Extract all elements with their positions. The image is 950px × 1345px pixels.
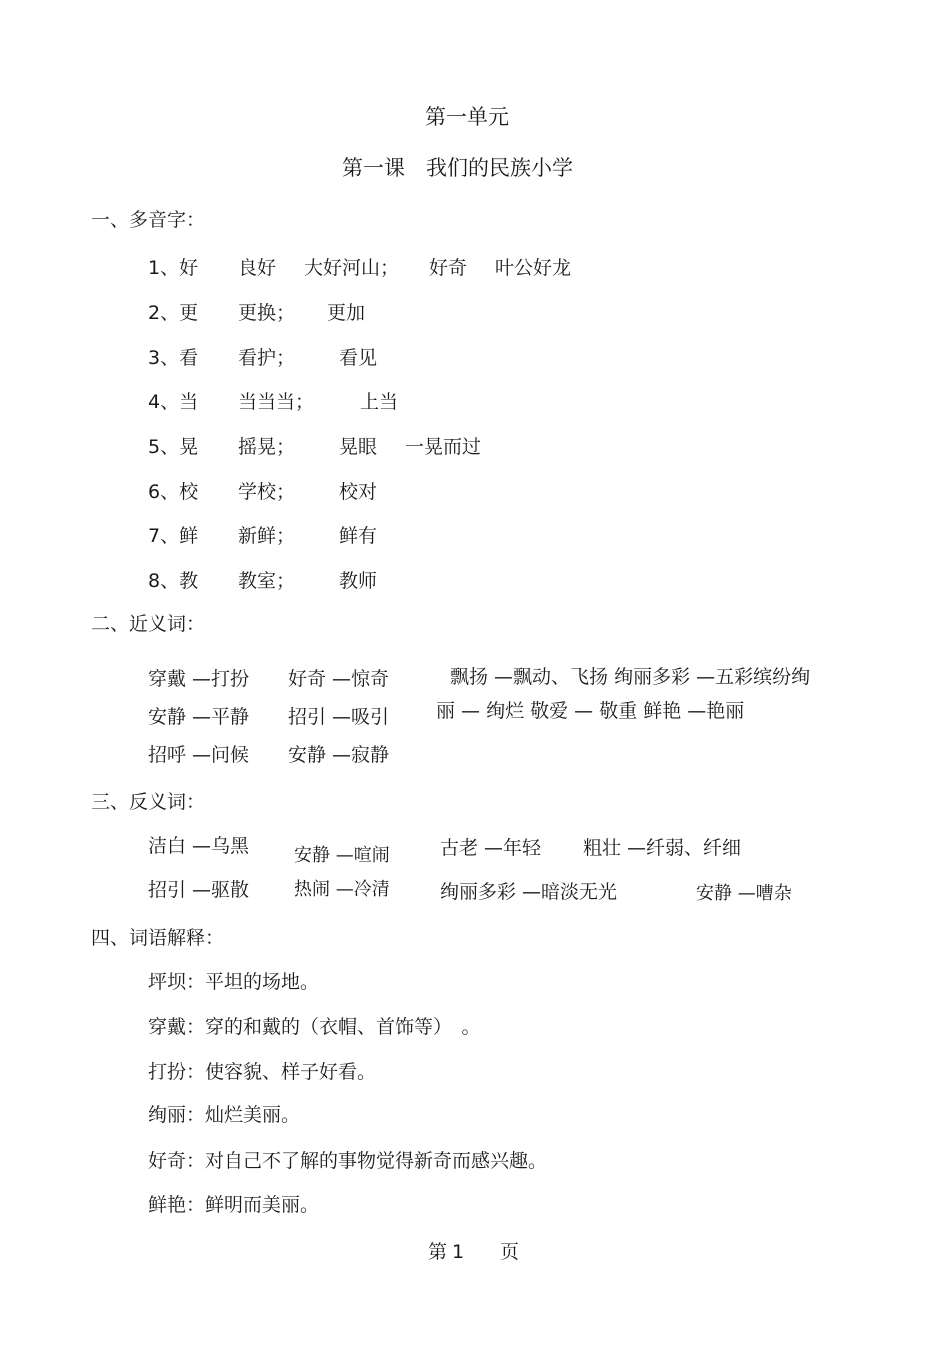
definition-item: 穿戴：穿的和戴的（衣帽、首饰等） 。 — [148, 1016, 481, 1038]
definitions-heading: 四、词语解释： — [91, 927, 225, 949]
polyphone-word: 更换； — [238, 302, 296, 324]
synonym-pair: 好奇 —惊奇 — [288, 668, 390, 690]
polyphone-word: 良好 — [238, 257, 277, 279]
polyphone-char: 1、好 — [148, 257, 199, 279]
polyphone-word: 当当当； — [238, 391, 315, 413]
polyphone-word: 看见 — [339, 347, 378, 369]
polyphone-char: 4、当 — [148, 391, 199, 413]
antonym-pair: 热闹 —冷清 — [294, 879, 390, 900]
synonym-pair: 招呼 —问候 — [148, 744, 250, 766]
definition-item: 鲜艳：鲜明而美丽。 — [148, 1194, 320, 1216]
polyphone-char: 3、看 — [148, 347, 199, 369]
polyphone-word: 上当 — [360, 391, 399, 413]
definition-item: 好奇：对自己不了解的事物觉得新奇而感兴趣。 — [148, 1150, 548, 1172]
page-number-value: 1 — [452, 1241, 465, 1263]
polyphone-word: 叶公好龙 — [495, 257, 572, 279]
synonym-paragraph-line: 飘扬 —飘动、飞扬 绚丽多彩 —五彩缤纷绚 — [450, 666, 811, 688]
page-number-suffix: 页 — [500, 1241, 520, 1263]
definition-item: 坪坝：平坦的场地。 — [148, 971, 320, 993]
synonym-pair: 穿戴 —打扮 — [148, 668, 250, 690]
polyphone-word: 学校； — [238, 481, 296, 503]
lesson-title: 第一课 我们的民族小学 — [342, 156, 573, 180]
polyphone-word: 更加 — [327, 302, 366, 324]
antonym-pair: 安静 —喧闹 — [294, 845, 390, 866]
polyphone-word: 摇晃； — [238, 436, 296, 458]
synonym-pair: 安静 —平静 — [148, 706, 250, 728]
unit-title: 第一单元 — [425, 105, 509, 129]
polyphone-word: 教室； — [238, 570, 296, 592]
polyphone-word: 晃眼 — [339, 436, 378, 458]
polyphone-word: 大好河山； — [304, 257, 400, 279]
polyphone-char: 2、更 — [148, 302, 199, 324]
antonym-pair: 古老 —年轻 — [440, 837, 542, 859]
antonym-pair: 绚丽多彩 —暗淡无光 — [440, 881, 618, 903]
antonyms-heading: 三、反义词： — [91, 791, 206, 813]
polyphone-char: 7、鲜 — [148, 525, 199, 547]
polyphone-word: 校对 — [339, 481, 378, 503]
definition-item: 绚丽：灿烂美丽。 — [148, 1104, 301, 1126]
polyphone-char: 8、教 — [148, 570, 199, 592]
polyphone-word: 教师 — [339, 570, 378, 592]
polyphones-heading: 一、多音字： — [91, 209, 206, 231]
synonyms-heading: 二、近义词： — [91, 613, 206, 635]
antonym-pair: 洁白 —乌黑 — [148, 835, 250, 857]
antonym-pair: 粗壮 —纤弱、纤细 — [583, 837, 742, 859]
antonym-pair: 招引 —驱散 — [148, 879, 250, 901]
antonym-pair: 安静 —嘈杂 — [696, 883, 792, 904]
definition-item: 打扮：使容貌、样子好看。 — [148, 1061, 377, 1083]
polyphone-word: 好奇 — [429, 257, 468, 279]
polyphone-char: 6、校 — [148, 481, 199, 503]
polyphone-char: 5、晃 — [148, 436, 199, 458]
synonym-pair: 安静 —寂静 — [288, 744, 390, 766]
polyphone-word: 看护； — [238, 347, 296, 369]
page-number-prefix: 第 — [428, 1241, 448, 1263]
polyphone-word: 鲜有 — [339, 525, 378, 547]
polyphone-word: 一晃而过 — [405, 436, 482, 458]
synonym-paragraph-line: 丽 — 绚烂 敬爱 — 敬重 鲜艳 —艳丽 — [436, 700, 745, 722]
synonym-pair: 招引 —吸引 — [288, 706, 390, 728]
polyphone-word: 新鲜； — [238, 525, 296, 547]
